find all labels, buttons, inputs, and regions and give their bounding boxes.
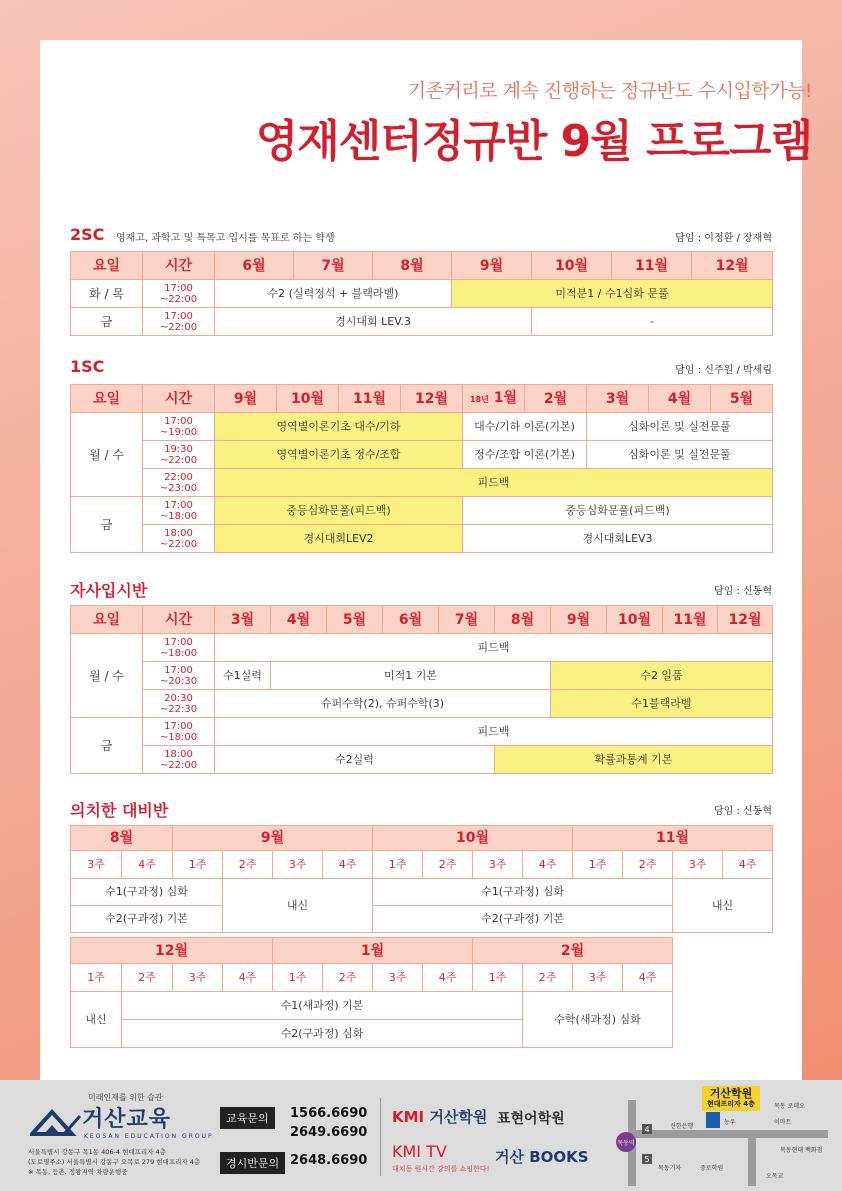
footer-brand: 거산교육	[82, 1107, 172, 1132]
course-cell: 영역별이론기초 대수/기하	[215, 413, 463, 441]
week-cell: 4주	[423, 964, 473, 992]
table-jasa	[70, 605, 773, 774]
map-academy-badge	[702, 1086, 760, 1111]
month-cell: 10월	[373, 826, 573, 851]
table-row	[71, 634, 773, 662]
header-cell: 6월	[383, 606, 439, 634]
kmi-academy-name: 거산학원	[429, 1108, 488, 1126]
header-cell: 11월	[663, 606, 718, 634]
table-1sc	[70, 384, 773, 553]
time-cell: 17:00 ~18:00	[143, 497, 215, 525]
course-cell: 중등심화문풀(피드백)	[215, 497, 463, 525]
section-teacher: 담임 : 신동혁	[713, 806, 772, 817]
week-cell: 1주	[473, 964, 523, 992]
course-cell: 피드백	[215, 634, 773, 662]
table-row	[71, 718, 773, 746]
week-cell: 4주	[223, 964, 273, 992]
header-cell: 10월	[277, 385, 339, 413]
keosan-books-logo	[495, 1146, 589, 1167]
footer-brand-english: KEOSAN EDUCATION GROUP	[84, 1133, 214, 1140]
week-cell: 1주	[573, 851, 623, 879]
table-row	[71, 280, 773, 308]
week-cell: 2주	[623, 851, 673, 879]
time-cell: 17:00 ~20:30	[143, 662, 215, 690]
course-cell: 내신	[223, 879, 373, 933]
course-cell: 대수/기하 이론(기본)	[463, 413, 587, 441]
map-place-label: 농우	[724, 1119, 736, 1126]
course-cell: 수2(구과정) 기본	[71, 906, 223, 933]
week-cell: 1주	[71, 964, 122, 992]
week-cell: 4주	[523, 851, 573, 879]
table-row	[71, 662, 773, 690]
table-row	[71, 690, 773, 718]
time-cell: 20:30 ~22:30	[143, 690, 215, 718]
page-title: 영재센터정규반 9월 프로그램	[255, 116, 812, 167]
kmitv-slogan: 대치동 원시간 강의를 쇼핑한다!	[392, 1165, 490, 1173]
map-place-label: 중로학원	[700, 1165, 724, 1172]
header-cell: 3월	[587, 385, 649, 413]
course-cell: 수학(새과정) 심화	[523, 992, 673, 1048]
week-cell: 1주	[273, 964, 323, 992]
time-cell: 18:00 ~22:00	[143, 746, 215, 774]
header-cell: 5월	[327, 606, 383, 634]
inquiry-label: 교육문의	[220, 1107, 275, 1129]
map-exit-label: 5	[644, 1155, 650, 1164]
map-place-label: 신한은행	[670, 1123, 694, 1130]
time-cell: 17:00 ~18:00	[143, 634, 215, 662]
course-cell: 수1(구과정) 심화	[373, 879, 673, 906]
week-cell: 3주	[673, 851, 723, 879]
table-row	[71, 525, 773, 553]
header-cell: 시간	[143, 606, 215, 634]
month-cell: 2월	[473, 938, 673, 964]
header-cell	[463, 385, 525, 413]
map-station-label: 목동역	[617, 1140, 635, 1147]
map-academy-name: 거산학원	[709, 1087, 753, 1100]
header-cell: 9월	[551, 606, 607, 634]
section-description: 영재고, 과학고 및 특목고 입시를 목표로 하는 학생	[116, 233, 335, 244]
week-cell: 3주	[173, 964, 223, 992]
header-cell: 11월	[339, 385, 401, 413]
week-row	[71, 851, 773, 879]
header-cell: 7월	[294, 252, 373, 280]
header-cell: 12월	[692, 252, 773, 280]
week-cell: 1주	[373, 851, 423, 879]
time-cell: 17:00 ~19:00	[143, 413, 215, 441]
course-cell: 미적분1 / 수1심화 문풀	[452, 280, 773, 308]
footer-address	[28, 1147, 200, 1177]
header-cell: 12월	[401, 385, 463, 413]
course-cell: 수2 일품	[551, 662, 773, 690]
table-uichi-part2	[70, 937, 673, 1048]
section-name: 의치한 대비반	[70, 801, 169, 820]
week-cell: 2주	[423, 851, 473, 879]
course-cell: 수2 (실력정석 + 블랙라벨)	[215, 280, 452, 308]
course-cell: 심화이론 및 실전문풀	[587, 413, 773, 441]
table-header-row	[71, 252, 773, 280]
header-cell: 6월	[215, 252, 294, 280]
week-cell: 4주	[323, 851, 373, 879]
course-cell: 경시대회 LEV.3	[215, 308, 532, 336]
header-cell: 9월	[215, 385, 277, 413]
month-header-row	[71, 826, 773, 851]
week-row	[71, 964, 673, 992]
footer-slogan: 미래인재를 위한 습관	[88, 1093, 163, 1102]
section-name: 2SC	[70, 225, 105, 244]
week-cell: 2주	[323, 964, 373, 992]
header-cell: 요일	[71, 606, 143, 634]
table-row	[71, 746, 773, 774]
course-cell: 피드백	[215, 469, 773, 497]
time-cell: 18:00 ~22:00	[143, 525, 215, 553]
week-cell: 3주	[273, 851, 323, 879]
table-header-row	[71, 606, 773, 634]
week-cell: 2주	[122, 964, 173, 992]
course-cell: 확률과통계 기본	[495, 746, 773, 774]
address-line: 서울특별시 강동구 목1동 406-4 현대프리자 4층	[28, 1148, 166, 1156]
section-header-2sc	[70, 225, 772, 245]
header-cell: 8월	[495, 606, 551, 634]
inquiry-phone[interactable]: 2648.6690	[290, 1153, 368, 1168]
address-line: ※ 목동, 등촌, 정왕지역 차량운행중	[28, 1168, 128, 1176]
course-cell: 영역별이론기초 정수/조합	[215, 441, 463, 469]
map-exit-label: 4	[644, 1125, 650, 1134]
section-header-uichi	[70, 798, 772, 818]
header-cell: 요일	[71, 252, 143, 280]
month-cell: 9월	[173, 826, 373, 851]
week-cell: 4주	[122, 851, 173, 879]
map-academy-floor: 현대프리자 4층	[707, 1100, 755, 1108]
course-cell: 내신	[71, 992, 122, 1048]
kmi-keosan-logo	[392, 1106, 487, 1127]
map-place-label: 오목교	[766, 1173, 784, 1180]
course-cell: -	[532, 308, 773, 336]
course-cell: 심화이론 및 실전문풀	[587, 441, 773, 469]
page-subtitle: 기존커리로 계속 진행하는 정규반도 수시입학가능!	[407, 80, 812, 102]
header-cell: 11월	[612, 252, 692, 280]
table-row	[71, 308, 773, 336]
time-cell: 22:00 ~23:00	[143, 469, 215, 497]
course-cell: 수1(구과정) 심화	[71, 879, 223, 906]
time-cell: 17:00 ~22:00	[143, 280, 215, 308]
week-cell: 1주	[173, 851, 223, 879]
course-cell: 수2실력	[215, 746, 495, 774]
course-cell: 경시대회LEV3	[463, 525, 773, 553]
table-row	[71, 906, 773, 933]
course-cell: 슈퍼수학(2), 슈퍼수학(3)	[215, 690, 551, 718]
table-header-row	[71, 385, 773, 413]
day-cell: 금	[71, 497, 143, 553]
time-cell: 19:30 ~22:00	[143, 441, 215, 469]
course-cell: 정수/조합 이론(기본)	[463, 441, 587, 469]
week-cell: 3주	[473, 851, 523, 879]
section-teacher: 담임 : 신동혁	[713, 586, 772, 597]
month-cell: 8월	[71, 826, 173, 851]
section-name: 1SC	[70, 357, 105, 376]
footer-divider	[380, 1098, 381, 1176]
month-cell: 1월	[273, 938, 473, 964]
month-cell: 12월	[71, 938, 273, 964]
table-row	[71, 497, 773, 525]
header-cell: 10월	[532, 252, 612, 280]
day-cell: 금	[71, 718, 143, 774]
course-cell: 수1블랙라벨	[551, 690, 773, 718]
header-cell: 4월	[271, 606, 327, 634]
day-cell: 월 / 수	[71, 413, 143, 497]
books-word: BOOKS	[529, 1148, 589, 1166]
header-cell: 12월	[718, 606, 773, 634]
map-place-label: 목동기자	[658, 1165, 682, 1172]
section-teacher: 담임 : 신주원 / 박세림	[675, 365, 772, 376]
header-cell: 2월	[525, 385, 587, 413]
table-uichi-part1	[70, 825, 773, 933]
week-cell: 3주	[373, 964, 423, 992]
day-cell: 화 / 목	[71, 280, 143, 308]
address-line: (도로명주소) 서울특별시 강동구 오목로 279 현대프리자 4층	[28, 1158, 201, 1166]
week-cell: 2주	[223, 851, 273, 879]
week-cell: 3주	[71, 851, 122, 879]
month-header-row	[71, 938, 673, 964]
day-cell: 금	[71, 308, 143, 336]
week-cell: 3주	[573, 964, 623, 992]
inquiry-label: 경시반문의	[220, 1152, 285, 1174]
time-cell: 17:00 ~18:00	[143, 718, 215, 746]
map-place-label: 이마트	[774, 1119, 792, 1126]
course-cell: 수1실력	[215, 662, 271, 690]
table-row	[71, 879, 773, 906]
footer	[0, 1080, 842, 1191]
section-header-1sc	[70, 357, 772, 377]
header-cell: 5월	[711, 385, 773, 413]
header-cell: 9월	[452, 252, 532, 280]
kmi-mark: KMI	[392, 1108, 425, 1126]
table-2sc	[70, 251, 773, 336]
pyohyun-logo: 표현어학원	[497, 1111, 565, 1127]
month-label: 1월	[493, 389, 517, 406]
month-cell: 11월	[573, 826, 773, 851]
week-cell: 4주	[723, 851, 773, 879]
map-place-label: 목동현대 백화점	[780, 1147, 823, 1154]
course-cell: 내신	[673, 879, 773, 933]
course-cell: 경시대회LEV2	[215, 525, 463, 553]
day-cell: 월 / 수	[71, 634, 143, 718]
map-place-label: 목동 로데오	[774, 1103, 805, 1110]
header-cell: 10월	[607, 606, 663, 634]
table-row	[71, 413, 773, 441]
header-cell: 시간	[143, 252, 215, 280]
table-row	[71, 992, 673, 1020]
kmitv-logo: KMI TV	[392, 1142, 447, 1161]
header-cell: 8월	[373, 252, 452, 280]
books-brand: 거산	[495, 1148, 524, 1166]
section-header-jasa	[70, 578, 772, 598]
header-cell: 요일	[71, 385, 143, 413]
header-cell: 시간	[143, 385, 215, 413]
inquiry-phone[interactable]: 2649.6690	[290, 1125, 368, 1140]
time-cell: 17:00 ~22:00	[143, 308, 215, 336]
week-cell: 4주	[623, 964, 673, 992]
year-prefix: 18년	[469, 394, 489, 404]
course-cell: 중등심화문풀(피드백)	[463, 497, 773, 525]
course-cell: 수1(새과정) 기본	[122, 992, 523, 1020]
header-cell: 7월	[439, 606, 495, 634]
table-row	[71, 441, 773, 469]
course-cell: 수2(구과정) 기본	[373, 906, 673, 933]
course-cell: 수2(구과정) 심화	[122, 1020, 523, 1048]
header-cell: 3월	[215, 606, 271, 634]
section-teacher: 담임 : 이정환 / 장재혁	[675, 233, 772, 244]
table-row	[71, 469, 773, 497]
week-cell: 2주	[523, 964, 573, 992]
section-name: 자사입시반	[70, 581, 148, 600]
course-cell: 피드백	[215, 718, 773, 746]
course-cell: 미적1 기본	[271, 662, 551, 690]
header-cell: 4월	[649, 385, 711, 413]
inquiry-phone[interactable]: 1566.6690	[290, 1106, 368, 1121]
